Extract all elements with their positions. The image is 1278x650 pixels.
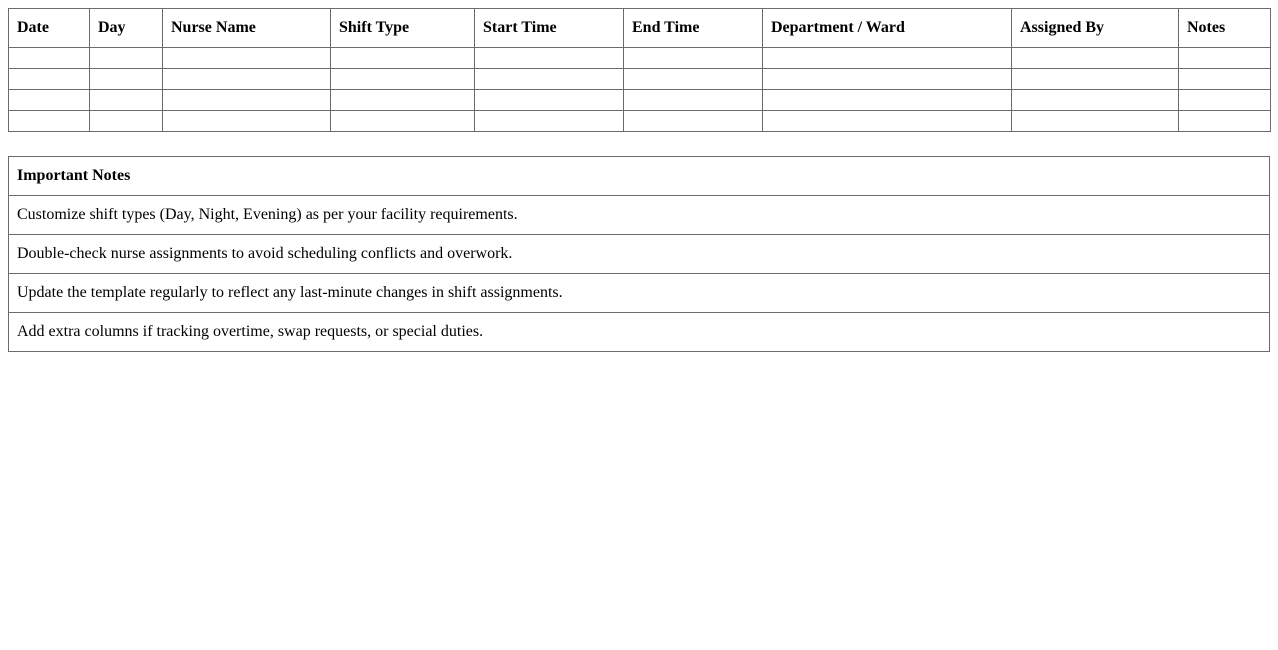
note-text: Add extra columns if tracking overtime, swap requests, or special duties. bbox=[9, 313, 1270, 352]
table-row bbox=[9, 90, 1271, 111]
note-text: Update the template regularly to reflect any last-minute changes in shift assignments. bbox=[9, 274, 1270, 313]
note-text: Double-check nurse assignments to avoid scheduling conflicts and overwork. bbox=[9, 235, 1270, 274]
table-cell[interactable] bbox=[9, 69, 90, 90]
table-cell[interactable] bbox=[1179, 48, 1271, 69]
table-cell[interactable] bbox=[1179, 69, 1271, 90]
table-cell[interactable] bbox=[331, 111, 475, 132]
notes-title: Important Notes bbox=[9, 157, 1270, 196]
table-cell[interactable] bbox=[163, 111, 331, 132]
column-header-end-time: End Time bbox=[624, 9, 763, 48]
table-cell[interactable] bbox=[763, 69, 1012, 90]
table-cell[interactable] bbox=[763, 90, 1012, 111]
table-cell[interactable] bbox=[624, 69, 763, 90]
table-cell[interactable] bbox=[1179, 90, 1271, 111]
table-row bbox=[9, 48, 1271, 69]
column-header-start-time: Start Time bbox=[475, 9, 624, 48]
column-header-day: Day bbox=[90, 9, 163, 48]
table-row bbox=[9, 69, 1271, 90]
list-item bbox=[9, 274, 1270, 313]
table-cell[interactable] bbox=[763, 48, 1012, 69]
column-header-nurse-name: Nurse Name bbox=[163, 9, 331, 48]
table-cell[interactable] bbox=[624, 111, 763, 132]
table-cell[interactable] bbox=[331, 90, 475, 111]
table-cell[interactable] bbox=[475, 69, 624, 90]
table-cell[interactable] bbox=[90, 48, 163, 69]
shift-schedule-table bbox=[8, 8, 1271, 132]
table-cell[interactable] bbox=[9, 48, 90, 69]
table-cell[interactable] bbox=[163, 90, 331, 111]
table-cell[interactable] bbox=[475, 48, 624, 69]
table-cell[interactable] bbox=[331, 48, 475, 69]
table-cell[interactable] bbox=[331, 69, 475, 90]
column-header-notes: Notes bbox=[1179, 9, 1271, 48]
column-header-date: Date bbox=[9, 9, 90, 48]
column-header-department-ward: Department / Ward bbox=[763, 9, 1012, 48]
table-cell[interactable] bbox=[1012, 69, 1179, 90]
table-cell[interactable] bbox=[163, 48, 331, 69]
column-header-assigned-by: Assigned By bbox=[1012, 9, 1179, 48]
table-cell[interactable] bbox=[90, 69, 163, 90]
table-cell[interactable] bbox=[9, 111, 90, 132]
table-cell[interactable] bbox=[163, 69, 331, 90]
notes-header-row bbox=[9, 157, 1270, 196]
table-cell[interactable] bbox=[475, 90, 624, 111]
table-cell[interactable] bbox=[90, 111, 163, 132]
list-item bbox=[9, 235, 1270, 274]
table-cell[interactable] bbox=[1012, 48, 1179, 69]
table-cell[interactable] bbox=[9, 90, 90, 111]
table-cell[interactable] bbox=[1012, 90, 1179, 111]
table-cell[interactable] bbox=[624, 90, 763, 111]
important-notes-table bbox=[8, 156, 1270, 352]
table-cell[interactable] bbox=[90, 90, 163, 111]
page-content bbox=[8, 8, 1270, 352]
list-item bbox=[9, 196, 1270, 235]
table-cell[interactable] bbox=[624, 48, 763, 69]
table-header-row bbox=[9, 9, 1271, 48]
table-cell[interactable] bbox=[475, 111, 624, 132]
note-text: Customize shift types (Day, Night, Evening) as per your facility requirements. bbox=[9, 196, 1270, 235]
table-cell[interactable] bbox=[1179, 111, 1271, 132]
table-cell[interactable] bbox=[1012, 111, 1179, 132]
column-header-shift-type: Shift Type bbox=[331, 9, 475, 48]
table-cell[interactable] bbox=[763, 111, 1012, 132]
table-row bbox=[9, 111, 1271, 132]
list-item bbox=[9, 313, 1270, 352]
